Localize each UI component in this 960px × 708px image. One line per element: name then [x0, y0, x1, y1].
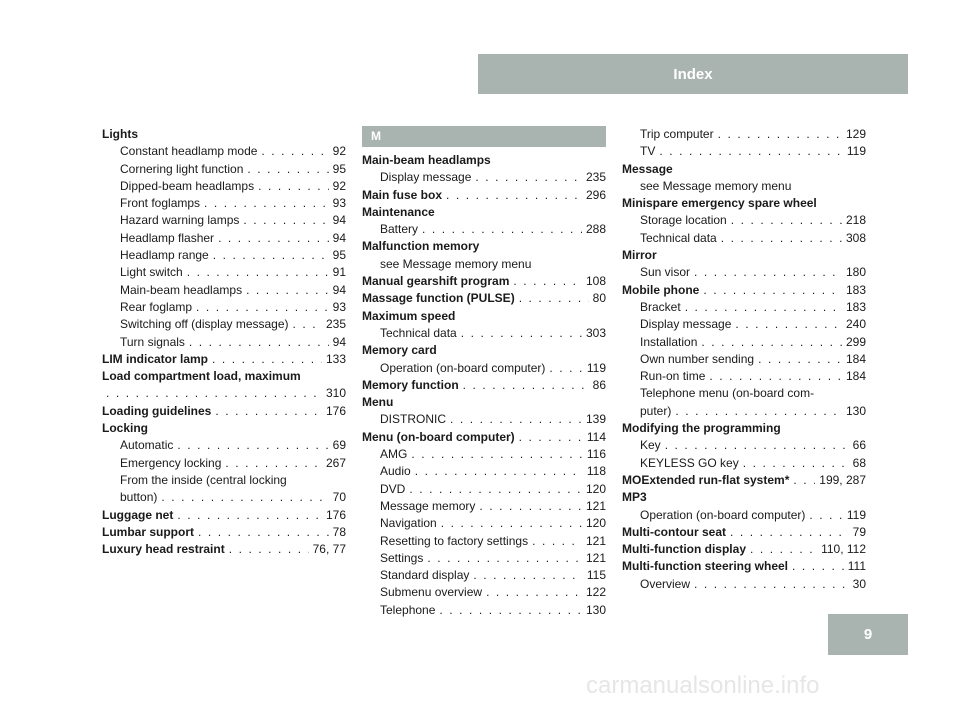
- dot-leader: [721, 230, 842, 247]
- index-page-ref: 121: [585, 498, 606, 513]
- index-entry-label: Telephone menu (on-board com-: [640, 386, 815, 401]
- index-subentry: [622, 334, 866, 351]
- index-page-ref: 115: [586, 568, 606, 583]
- index-column-1: [102, 126, 346, 558]
- index-page-ref: 139: [585, 412, 606, 427]
- index-subentry: [362, 567, 606, 584]
- dot-leader: [439, 602, 582, 619]
- index-heading: [622, 247, 866, 264]
- index-subentry: [102, 299, 346, 316]
- index-page-ref: 110, 112: [821, 542, 866, 557]
- index-entry-label: MP3: [622, 490, 647, 505]
- index-page-ref: 95: [332, 248, 346, 263]
- index-entry: [622, 558, 866, 575]
- index-subentry: [102, 161, 346, 178]
- index-heading: [362, 238, 606, 255]
- dot-leader: [809, 507, 842, 524]
- dot-leader: [218, 230, 329, 247]
- index-heading: [622, 195, 866, 212]
- index-subentry: [362, 221, 606, 238]
- index-entry-label: Automatic: [120, 438, 174, 453]
- dot-leader: [261, 143, 328, 160]
- index-subentry: [622, 437, 866, 454]
- index-entry-label: LIM indicator lamp: [102, 351, 209, 366]
- dot-leader: [486, 584, 582, 601]
- index-entry: [622, 524, 866, 541]
- index-page-ref: 119: [586, 360, 606, 375]
- dot-leader: [450, 411, 582, 428]
- index-subentry: [622, 403, 866, 420]
- dot-leader: [415, 463, 583, 480]
- index-entry-label: Message: [622, 161, 673, 176]
- index-subentry: [622, 264, 866, 281]
- index-entry-label: Main fuse box: [362, 187, 443, 202]
- index-heading: [362, 204, 606, 221]
- index-entry-label: TV: [640, 144, 656, 159]
- dot-leader: [187, 264, 329, 281]
- index-page-ref: 183: [845, 282, 866, 297]
- dot-leader: [189, 334, 329, 351]
- index-entry: [102, 507, 346, 524]
- dot-leader: [427, 550, 582, 567]
- index-subentry: [102, 472, 346, 489]
- index-entry: [102, 403, 346, 420]
- index-entry-label: Operation (on-board computer): [640, 507, 806, 522]
- index-entry-label: Settings: [380, 550, 424, 565]
- index-heading: [622, 489, 866, 506]
- dot-leader: [694, 264, 842, 281]
- index-subentry: [102, 334, 346, 351]
- index-subentry: [362, 550, 606, 567]
- index-entry-label: Locking: [102, 421, 149, 436]
- index-subentry: [622, 143, 866, 160]
- index-subentry: [622, 178, 866, 195]
- index-page-ref: 122: [585, 585, 606, 600]
- index-subentry: [102, 247, 346, 264]
- section-header-letter: M: [362, 126, 606, 147]
- index-subentry: [622, 507, 866, 524]
- dot-leader: [519, 429, 583, 446]
- dot-leader: [213, 247, 329, 264]
- index-entry-label: Front foglamps: [120, 196, 201, 211]
- index-subentry: [102, 143, 346, 160]
- index-page-ref: 235: [325, 317, 346, 332]
- index-heading: [362, 152, 606, 169]
- index-page-ref: 296: [585, 187, 606, 202]
- index-page-ref: 86: [592, 377, 606, 392]
- index-entry-label: Menu (on-board computer): [362, 429, 515, 444]
- index-page-ref: 267: [325, 455, 346, 470]
- dot-leader: [758, 351, 842, 368]
- index-page-ref: 133: [325, 351, 346, 366]
- dot-leader: [441, 515, 582, 532]
- index-subentry: [362, 325, 606, 342]
- index-subentry: [362, 481, 606, 498]
- index-entry-label: Technical data: [640, 230, 717, 245]
- index-entry: [622, 282, 866, 299]
- index-entry-label: Memory function: [362, 377, 459, 392]
- dot-leader: [730, 524, 849, 541]
- index-subentry: [622, 299, 866, 316]
- dot-leader: [212, 351, 322, 368]
- index-subentry: [622, 385, 866, 402]
- index-heading: [622, 420, 866, 437]
- index-page-ref: 80: [592, 291, 606, 306]
- index-subentry: [362, 446, 606, 463]
- index-page-ref: 114: [586, 429, 606, 444]
- index-page-ref: 70: [332, 490, 346, 505]
- index-entry-label: Malfunction memory: [362, 239, 480, 254]
- index-subentry: [102, 230, 346, 247]
- index-entry-label: Load compartment load, maximum: [102, 369, 301, 384]
- index-page-ref: 121: [585, 533, 606, 548]
- index-subentry: [362, 411, 606, 428]
- index-page-ref: 66: [852, 438, 866, 453]
- dot-leader: [475, 169, 582, 186]
- index-page-ref: 120: [585, 481, 606, 496]
- index-subentry: [622, 212, 866, 229]
- dot-leader: [461, 325, 582, 342]
- index-entry-label: Massage function (PULSE): [362, 291, 515, 306]
- index-entry-label: Telephone: [380, 602, 436, 617]
- page-number-tab: [828, 614, 908, 655]
- index-subentry: [622, 368, 866, 385]
- index-subentry: [622, 316, 866, 333]
- index-column-3: [622, 126, 866, 593]
- index-entry: [362, 429, 606, 446]
- index-page-ref: 95: [332, 161, 346, 176]
- index-subentry: [362, 515, 606, 532]
- index-page-ref: 184: [845, 351, 866, 366]
- index-entry-label: Navigation: [380, 516, 437, 531]
- dot-leader: [473, 567, 582, 584]
- dot-leader: [196, 299, 329, 316]
- index-entry: [102, 351, 346, 368]
- index-entry: [362, 377, 606, 394]
- index-entry-label: Sun visor: [640, 265, 691, 280]
- dot-leader: [161, 489, 328, 506]
- index-page-ref: 199, 287: [819, 472, 866, 487]
- index-page-ref: 68: [852, 455, 866, 470]
- dot-leader: [463, 377, 589, 394]
- index-entry: [622, 541, 866, 558]
- index-subentry: [102, 437, 346, 454]
- index-page-ref: 184: [845, 369, 866, 384]
- index-page-ref: 79: [852, 524, 866, 539]
- index-entry-label: Memory card: [362, 343, 437, 358]
- section-tab-label: Index: [673, 65, 713, 83]
- index-heading: [362, 342, 606, 359]
- index-entry-label: puter): [640, 403, 672, 418]
- dot-leader: [204, 195, 329, 212]
- index-subentry: [622, 351, 866, 368]
- index-entry-label: Resetting to factory settings: [380, 533, 529, 548]
- index-entry-label: Luxury head restraint: [102, 542, 225, 557]
- dot-leader: [793, 472, 815, 489]
- index-subentry: [102, 212, 346, 229]
- index-subentry: [362, 498, 606, 515]
- index-page-ref: 30: [852, 576, 866, 591]
- index-entry-label: Main-beam headlamps: [362, 153, 491, 167]
- index-subentry: [622, 230, 866, 247]
- index-page-ref: 116: [586, 447, 606, 462]
- index-entry-label: Headlamp range: [120, 248, 209, 263]
- index-entry-label: Dipped-beam headlamps: [120, 178, 255, 193]
- dot-leader: [422, 221, 582, 238]
- dot-leader: [411, 446, 583, 463]
- index-entry-label: see Message memory menu: [640, 178, 792, 193]
- index-page-ref: 218: [845, 213, 866, 228]
- index-subentry: [622, 455, 866, 472]
- index-entry-label: Multi-function display: [622, 542, 746, 557]
- index-heading: [362, 394, 606, 411]
- index-page-ref: 91: [332, 265, 346, 280]
- index-heading: [102, 368, 346, 385]
- index-subentry: [362, 463, 606, 480]
- index-entry-label: Lights: [102, 127, 138, 141]
- index-entry-label: Installation: [640, 334, 698, 349]
- dot-leader: [750, 541, 817, 558]
- index-page-ref: 111: [847, 559, 866, 574]
- index-page-ref: 176: [325, 507, 346, 522]
- index-entry-label: Audio: [380, 464, 411, 479]
- dot-leader: [446, 187, 582, 204]
- index-page-ref: 129: [845, 127, 866, 141]
- index-entry: [362, 290, 606, 307]
- index-entry-label: Storage location: [640, 213, 727, 228]
- dot-leader: [675, 403, 842, 420]
- index-page-ref: 119: [846, 144, 866, 159]
- index-page-ref: 76, 77: [312, 542, 346, 557]
- index-entry-label: Headlamp flasher: [120, 230, 215, 245]
- index-entry-label: Menu: [362, 395, 394, 410]
- index-page-ref: 183: [845, 299, 866, 314]
- index-entry-label: see Message memory menu: [380, 256, 532, 271]
- dot-leader: [731, 212, 842, 229]
- dot-leader: [106, 385, 322, 402]
- dot-leader: [743, 455, 849, 472]
- index-subentry: [102, 282, 346, 299]
- index-entry-label: DVD: [380, 481, 406, 496]
- index-page-ref: 310: [325, 386, 346, 401]
- index-entry-label: Multi-function steering wheel: [622, 559, 789, 574]
- index-entry-label: Minispare emergency spare wheel: [622, 196, 817, 211]
- index-entry-label: Modifying the programming: [622, 421, 781, 436]
- index-page-ref: 92: [332, 144, 346, 159]
- dot-leader: [177, 507, 322, 524]
- index-subentry: [362, 533, 606, 550]
- index-entry-label: Submenu overview: [380, 585, 483, 600]
- dot-leader: [293, 316, 322, 333]
- dot-leader: [225, 455, 322, 472]
- index-entry-label: Display message: [640, 317, 732, 332]
- dot-leader: [519, 290, 589, 307]
- index-subentry: [362, 360, 606, 377]
- index-entry: [362, 273, 606, 290]
- dot-leader: [177, 437, 328, 454]
- index-column-2: [362, 126, 606, 619]
- dot-leader: [513, 273, 582, 290]
- index-entry-label: Switching off (display message): [120, 317, 289, 332]
- index-subentry: [362, 602, 606, 619]
- dot-leader: [701, 334, 842, 351]
- index-page-ref: 92: [332, 178, 346, 193]
- dot-leader: [246, 282, 329, 299]
- dot-leader: [709, 368, 842, 385]
- index-entry-label: Rear foglamp: [120, 299, 193, 314]
- index-entry-label: Trip computer: [640, 127, 714, 141]
- dot-leader: [549, 360, 582, 377]
- index-page-ref: 118: [586, 464, 606, 479]
- index-page-ref: 120: [585, 516, 606, 531]
- index-page-ref: 235: [585, 170, 606, 185]
- dot-leader: [694, 576, 849, 593]
- dot-leader: [665, 437, 849, 454]
- watermark-url: carmanualsonline.info: [586, 672, 820, 699]
- page-number: 9: [863, 626, 873, 643]
- dot-leader: [659, 143, 843, 160]
- index-entry: [102, 524, 346, 541]
- index-subentry: [102, 264, 346, 281]
- index-entry-label: DISTRONIC: [380, 412, 446, 427]
- index-subentry: [362, 584, 606, 601]
- index-entry-label: MOExtended run-flat system*: [622, 472, 790, 487]
- dot-leader: [243, 212, 328, 229]
- index-entry-label: Main-beam headlamps: [120, 282, 243, 297]
- section-tab-index: [478, 54, 908, 94]
- index-continuation: [102, 385, 346, 402]
- index-entry-label: Emergency locking: [120, 455, 222, 470]
- index-entry-label: Cornering light function: [120, 161, 244, 176]
- index-page-ref: 176: [325, 403, 346, 418]
- dot-leader: [229, 541, 309, 558]
- index-subentry: [102, 178, 346, 195]
- index-subentry: [362, 169, 606, 186]
- index-subentry: [102, 316, 346, 333]
- index-page-ref: 303: [585, 325, 606, 340]
- dot-leader: [792, 558, 844, 575]
- index-page-ref: 308: [845, 230, 866, 245]
- index-page-ref: 94: [332, 230, 346, 245]
- dot-leader: [409, 481, 582, 498]
- index-entry-label: Message memory: [380, 498, 476, 513]
- index-page-ref: 93: [332, 299, 346, 314]
- index-page-ref: 69: [332, 438, 346, 453]
- index-entry-label: Luggage net: [102, 507, 174, 522]
- index-page-ref: 130: [585, 602, 606, 617]
- dot-leader: [532, 533, 582, 550]
- index-entry-label: AMG: [380, 447, 408, 462]
- index-page-ref: 78: [332, 524, 346, 539]
- index-page-ref: 108: [585, 274, 606, 289]
- dot-leader: [247, 161, 328, 178]
- dot-leader: [735, 316, 842, 333]
- index-entry-label: Maintenance: [362, 204, 435, 219]
- dot-leader: [685, 299, 842, 316]
- index-subentry: [102, 489, 346, 506]
- index-page-ref: 94: [332, 334, 346, 349]
- index-entry-label: Hazard warning lamps: [120, 213, 240, 228]
- index-entry: [622, 472, 866, 489]
- index-heading: [102, 126, 346, 143]
- index-page-ref: 240: [845, 317, 866, 332]
- index-entry-label: button): [120, 490, 158, 505]
- index-entry-label: Battery: [380, 222, 419, 237]
- index-entry-label: Maximum speed: [362, 308, 456, 323]
- index-page-ref: 119: [846, 507, 866, 522]
- index-entry-label: From the inside (central locking: [120, 472, 287, 487]
- index-page-ref: 121: [585, 550, 606, 565]
- index-page-ref: 299: [845, 334, 866, 349]
- index-subentry: [362, 256, 606, 273]
- index-entry-label: Mirror: [622, 248, 657, 263]
- index-entry: [102, 541, 346, 558]
- index-entry-label: Overview: [640, 576, 691, 591]
- index-entry-label: Standard display: [380, 568, 470, 583]
- index-page-ref: 130: [845, 403, 866, 418]
- index-heading: [622, 161, 866, 178]
- index-entry-label: Manual gearshift program: [362, 274, 510, 289]
- index-entry-label: Run-on time: [640, 369, 706, 384]
- index-entry-label: Technical data: [380, 325, 457, 340]
- index-subentry: [102, 455, 346, 472]
- index-page-ref: 288: [585, 222, 606, 237]
- index-entry-label: Constant headlamp mode: [120, 144, 258, 159]
- index-page-ref: 180: [845, 265, 866, 280]
- index-entry-label: Turn signals: [120, 334, 185, 349]
- index-heading: [102, 420, 346, 437]
- index-subentry: [622, 576, 866, 593]
- index-entry-label: Light switch: [120, 265, 183, 280]
- index-entry-label: Lumbar support: [102, 524, 194, 539]
- index-page-ref: 94: [332, 213, 346, 228]
- index-page-ref: 93: [332, 196, 346, 211]
- index-entry-label: Operation (on-board computer): [380, 360, 546, 375]
- dot-leader: [215, 403, 322, 420]
- index-entry-label: Loading guidelines: [102, 403, 212, 418]
- index-page-ref: 94: [332, 282, 346, 297]
- index-entry-label: Key: [640, 438, 661, 453]
- index-entry-label: KEYLESS GO key: [640, 455, 739, 470]
- dot-leader: [718, 126, 842, 143]
- dot-leader: [479, 498, 582, 515]
- dot-leader: [198, 524, 329, 541]
- index-subentry: [102, 195, 346, 212]
- dot-leader: [258, 178, 329, 195]
- index-entry-label: Mobile phone: [622, 282, 700, 297]
- dot-leader: [703, 282, 842, 299]
- index-subentry: [622, 126, 866, 143]
- index-heading: [362, 308, 606, 325]
- index-entry: [362, 187, 606, 204]
- index-entry-label: Multi-contour seat: [622, 524, 726, 539]
- index-entry-label: Own number sending: [640, 351, 755, 366]
- index-entry-label: Display message: [380, 170, 472, 185]
- index-entry-label: Bracket: [640, 299, 681, 314]
